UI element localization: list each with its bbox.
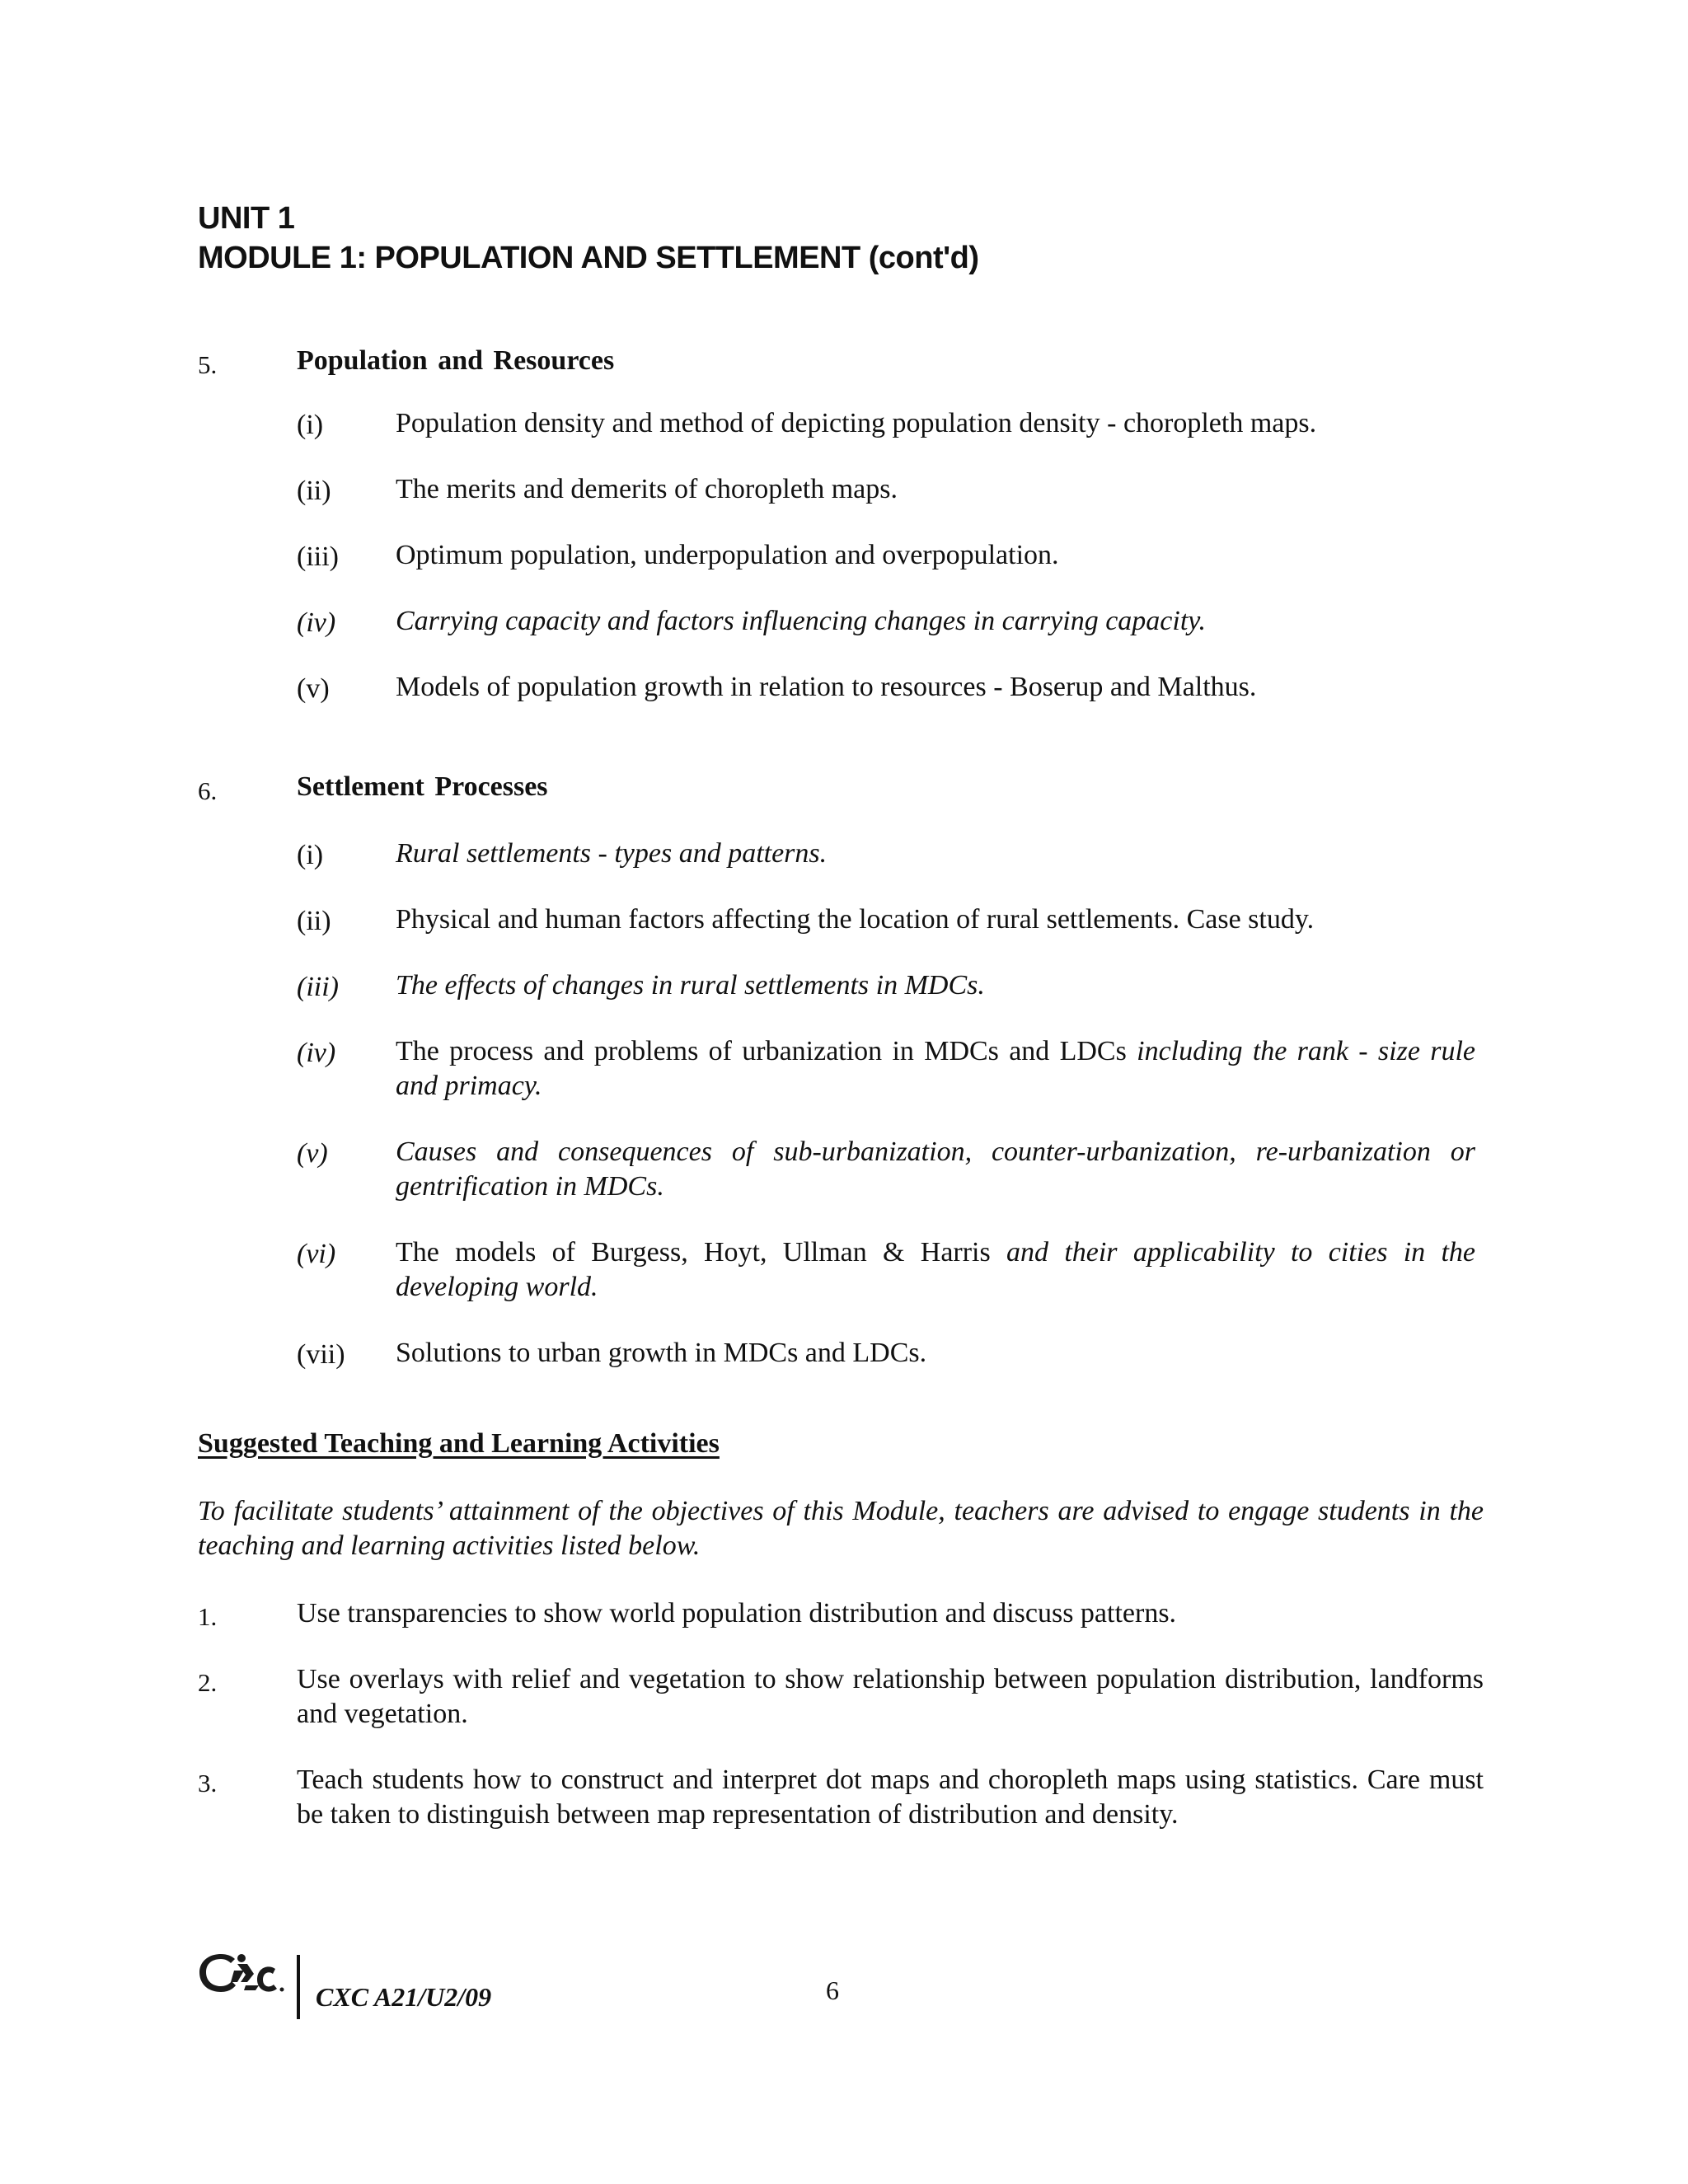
section-title: Settlement Processes	[297, 771, 548, 802]
list-item: Population density and method of depicting population density - choropleth maps.	[396, 408, 1317, 438]
list-item: Rural settlements - types and patterns.	[396, 838, 828, 869]
section-number: 6.	[198, 776, 218, 805]
item-roman: (iv)	[297, 607, 336, 638]
item-text: The process and problems of urbanization in MDCs and LDCs	[396, 1036, 1127, 1066]
cxc-logo-icon	[196, 1949, 288, 1999]
item-roman: (ii)	[297, 476, 331, 506]
unit-heading: UNIT 1	[198, 201, 295, 236]
list-item: Causes and consequences of sub-urbanization, counter-urbanization, re-urbanization or gentrification in MDCs.	[396, 1137, 1475, 1202]
item-roman: (iii)	[297, 972, 339, 1002]
item-roman: (v)	[297, 673, 330, 704]
list-item: The merits and demerits of choropleth maps.	[396, 474, 898, 504]
item-text-italic: including the rank - size rule and primacy.	[396, 1036, 1475, 1101]
list-item: The effects of changes in rural settlements in MDCs.	[396, 970, 985, 1001]
section-title: Population and Resources	[297, 345, 615, 376]
list-item	[396, 1034, 1475, 1104]
footer-divider	[297, 1955, 300, 2019]
list-item: Optimum population, underpopulation and overpopulation.	[396, 540, 1059, 570]
activities-intro: To facilitate students’ attainment of the objectives of this Module, teachers are advised to engage students in the teaching and learning activities listed below.	[198, 1496, 1484, 1561]
item-roman: (v)	[297, 1138, 328, 1169]
list-item: Carrying capacity and factors influencing changes in carrying capacity.	[396, 606, 1206, 636]
list-item: Physical and human factors affecting the location of rural settlements. Case study.	[396, 904, 1315, 935]
activity-item: Use transparencies to show world population distribution and discuss patterns.	[297, 1598, 1177, 1629]
activity-number: 2.	[198, 1668, 218, 1697]
item-roman: (vi)	[297, 1239, 336, 1269]
list-item: Solutions to urban growth in MDCs and LDCs.	[396, 1338, 927, 1368]
list-item: Models of population growth in relation to resources - Boserup and Malthus.	[396, 672, 1257, 702]
activity-number: 3.	[198, 1769, 218, 1797]
item-roman: (i)	[297, 410, 324, 440]
list-item	[396, 1235, 1475, 1305]
item-roman: (ii)	[297, 906, 331, 936]
activities-title: Suggested Teaching and Learning Activities	[198, 1428, 720, 1459]
module-heading: MODULE 1: POPULATION AND SETTLEMENT (cont'd)	[198, 241, 979, 275]
section-number: 5.	[198, 350, 218, 379]
item-text-italic: and their applicability to cities in the developing world.	[396, 1237, 1476, 1302]
activity-number: 1.	[198, 1602, 218, 1631]
item-roman: (vii)	[297, 1339, 345, 1370]
document-code: CXC A21/U2/09	[316, 1982, 492, 2012]
item-roman: (i)	[297, 840, 324, 870]
page-number: 6	[826, 1975, 839, 2005]
activity-item: Use overlays with relief and vegetation to show relationship between population distribution, landforms and vegetation.	[297, 1664, 1484, 1729]
item-roman: (iv)	[297, 1038, 336, 1068]
item-text: The models of Burgess, Hoyt, Ullman & Harris	[396, 1237, 991, 1268]
activity-item: Teach students how to construct and interpret dot maps and choropleth maps using statistics. Care must be taken to distinguish between map representation of distribution and density.	[297, 1765, 1484, 1830]
item-roman: (iii)	[297, 541, 339, 572]
